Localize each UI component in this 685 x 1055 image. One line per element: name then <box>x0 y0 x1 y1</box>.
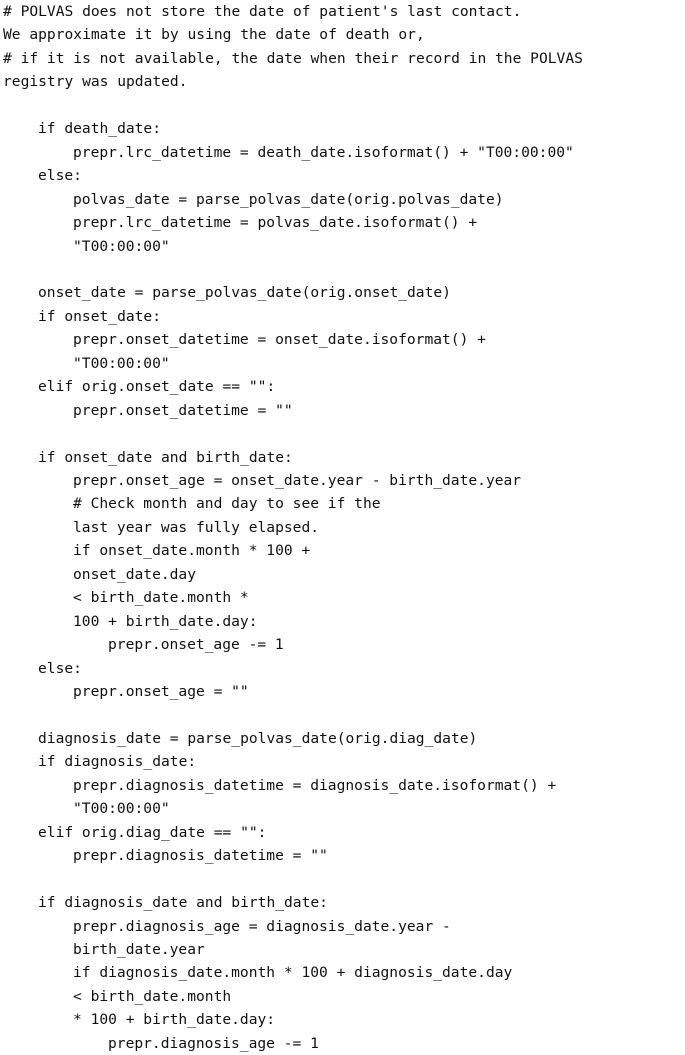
code-line: if diagnosis_date: <box>38 753 197 771</box>
code-line: prepr.diagnosis_datetime = "" <box>73 847 328 865</box>
code-line: diagnosis_date = parse_polvas_date(orig.diag_date) <box>38 729 478 747</box>
code-line: < birth_date.month <box>73 987 232 1005</box>
code-line: "T00:00:00" <box>73 800 170 818</box>
code-line: prepr.diagnosis_age = diagnosis_date.year - <box>73 917 451 935</box>
code-line: if death_date: <box>38 120 162 138</box>
code-line: prepr.diagnosis_age -= 1 <box>108 1034 319 1052</box>
code-line: prepr.onset_age = "" <box>73 683 249 701</box>
code-line: if diagnosis_date.month * 100 + diagnosis_date.day <box>73 964 513 982</box>
code-line: last year was fully elapsed. <box>73 518 320 536</box>
code-line: prepr.lrc_datetime = polvas_date.isoformat() + <box>73 214 478 232</box>
code-line: < birth_date.month * <box>73 589 249 607</box>
code-line: if onset_date: <box>38 307 162 325</box>
code-line: elif orig.onset_date == "": <box>38 378 276 396</box>
code-line: polvas_date = parse_polvas_date(orig.polvas_date) <box>73 190 504 208</box>
code-line: prepr.onset_datetime = "" <box>73 401 293 419</box>
code-line: We approximate it by using the date of death or, <box>3 26 425 44</box>
code-line: birth_date.year <box>73 941 205 958</box>
code-line: prepr.onset_age -= 1 <box>108 636 284 654</box>
code-comment-line: # if it is not available, the date when their record in the POLVAS <box>3 49 583 67</box>
code-comment-line: # Check month and day to see if the <box>73 495 381 513</box>
code-line: "T00:00:00" <box>73 237 170 255</box>
code-line: prepr.onset_datetime = onset_date.isoformat() + <box>73 331 486 349</box>
code-line: onset_date.day <box>73 565 197 583</box>
code-line: else: <box>38 167 82 185</box>
code-line: if onset_date and birth_date: <box>38 448 293 466</box>
code-line: else: <box>38 659 82 677</box>
code-line: prepr.lrc_datetime = death_date.isoformat() + "T00:00:00" <box>73 143 574 161</box>
code-line: 100 + birth_date.day: <box>73 612 258 630</box>
code-line: registry was updated. <box>3 73 188 91</box>
code-line: prepr.onset_age = onset_date.year - birth_date.year <box>73 472 522 489</box>
code-line: if onset_date.month * 100 + <box>73 542 311 560</box>
code-line: elif orig.diag_date == "": <box>38 823 267 841</box>
code-line: prepr.diagnosis_datetime = diagnosis_date.isoformat() + <box>73 776 557 794</box>
code-line: onset_date = parse_polvas_date(orig.onset_date) <box>38 284 451 302</box>
code-line: * 100 + birth_date.day: <box>73 1011 276 1029</box>
code-line: "T00:00:00" <box>73 354 170 372</box>
code-comment-line: # POLVAS does not store the date of patient's last contact. <box>3 3 522 20</box>
code-line: if diagnosis_date and birth_date: <box>38 894 328 912</box>
